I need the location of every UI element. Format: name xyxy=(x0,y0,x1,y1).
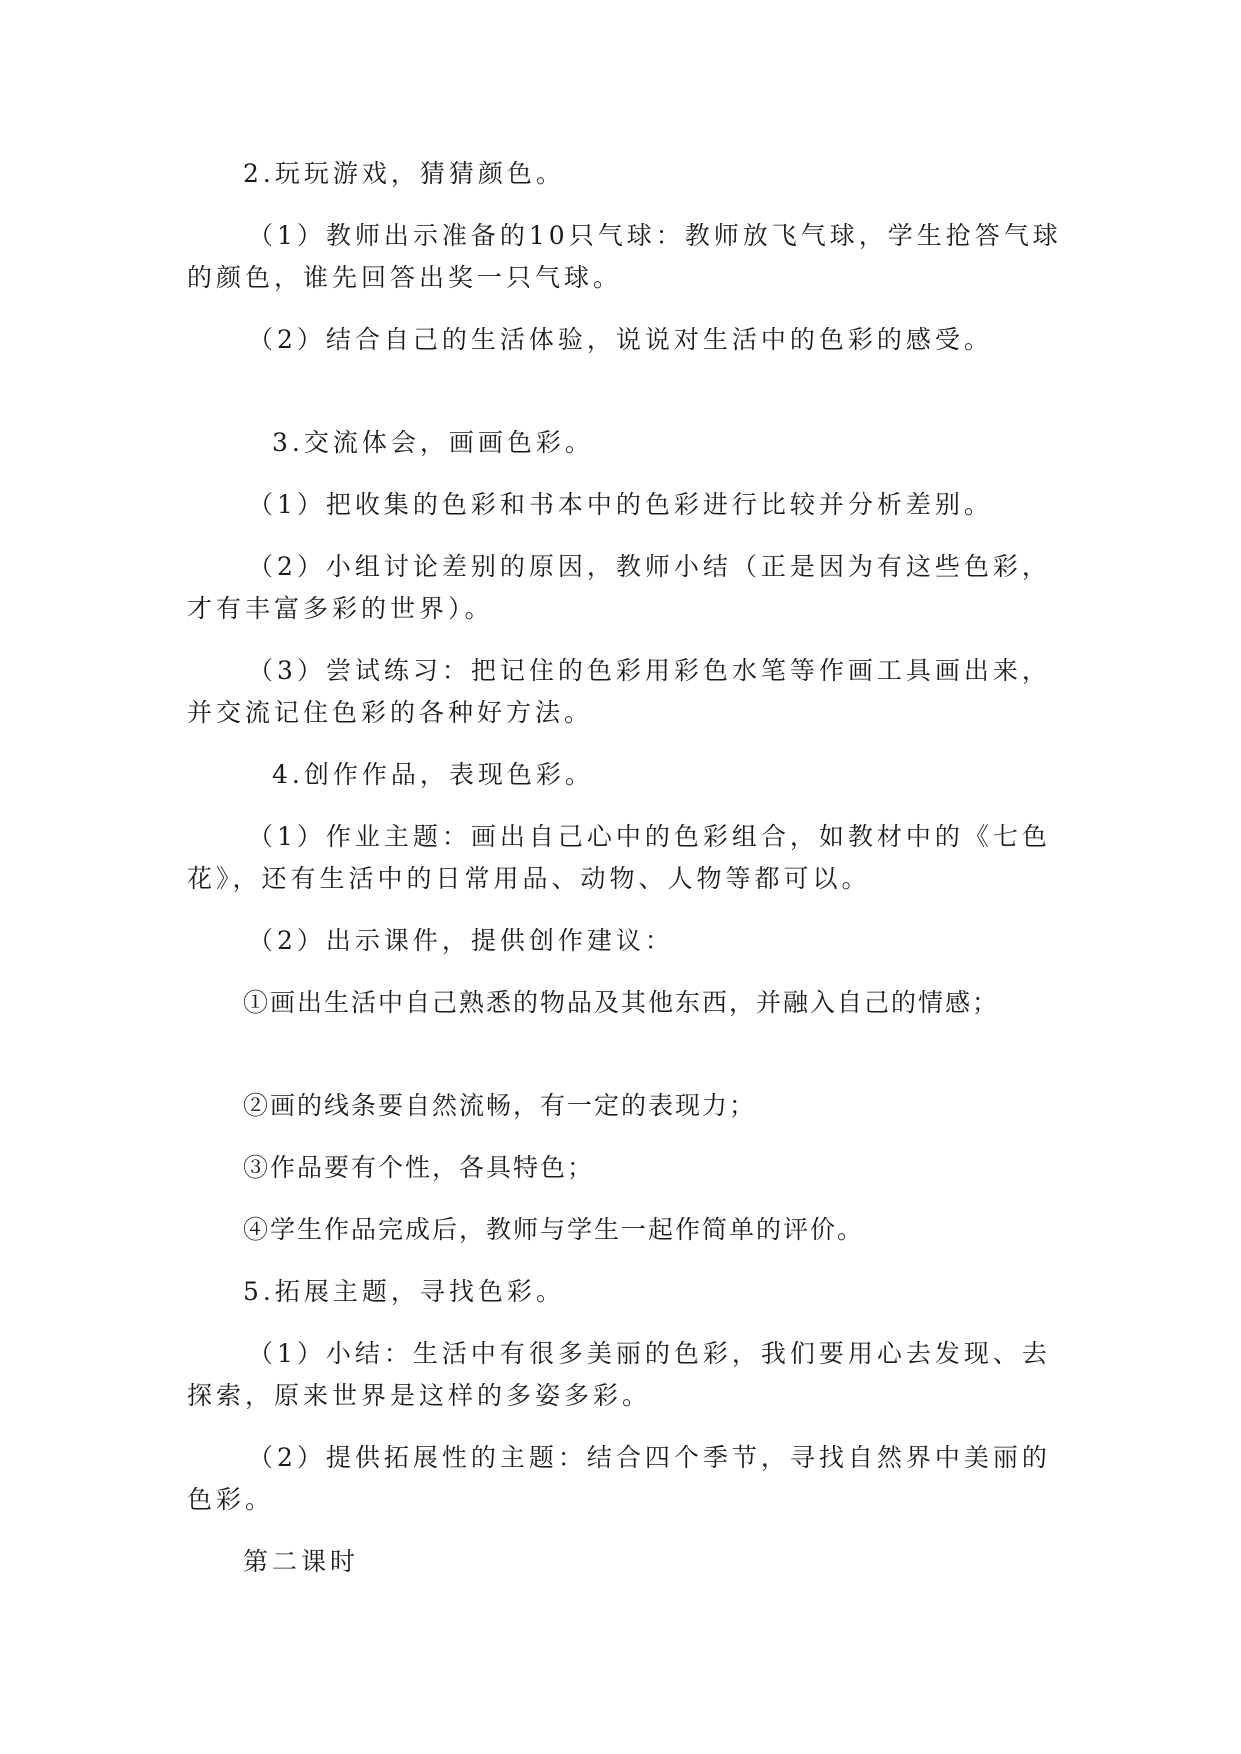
list-item: ④学生作品完成后，教师与学生一起作简单的评价。 xyxy=(243,1215,865,1244)
heading-4: 4.创作作品，表现色彩。 xyxy=(272,760,594,789)
paragraph-line: （1）把收集的色彩和书本中的色彩进行比较并分析差别。 xyxy=(248,490,993,519)
paragraph-line: 才有丰富多彩的世界）。 xyxy=(187,594,494,623)
list-item: ①画出生活中自己熟悉的物品及其他东西，并融入自己的情感； xyxy=(243,988,1000,1017)
list-item: ③作品要有个性，各具特色； xyxy=(243,1153,595,1182)
paragraph-line: （1）教师出示准备的10只气球：教师放飞气球，学生抢答气球 xyxy=(248,221,1062,250)
paragraph-line: （2）小组讨论差别的原因，教师小结（正是因为有这些色彩， xyxy=(248,552,1051,581)
paragraph-line: 色彩。 xyxy=(187,1485,275,1514)
paragraph-line: （2）结合自己的生活体验，说说对生活中的色彩的感受。 xyxy=(248,325,993,354)
list-item: ②画的线条要自然流畅，有一定的表现力； xyxy=(243,1091,757,1120)
paragraph-line: （2）提供拓展性的主题：结合四个季节，寻找自然界中美丽的 xyxy=(248,1443,1051,1472)
heading-5: 5.拓展主题，寻找色彩。 xyxy=(243,1277,565,1306)
heading-2: 2.玩玩游戏，猜猜颜色。 xyxy=(243,159,565,188)
paragraph-line: （3）尝试练习：把记住的色彩用彩色水笔等作画工具画出来， xyxy=(248,656,1051,685)
heading-3: 3.交流体会，画画色彩。 xyxy=(272,428,594,457)
paragraph-line: 并交流记住色彩的各种好方法。 xyxy=(187,698,594,727)
paragraph-line: （1）小结：生活中有很多美丽的色彩，我们要用心去发现、去 xyxy=(248,1339,1051,1368)
paragraph-line: （1）作业主题：画出自己心中的色彩组合，如教材中的《七色 xyxy=(248,822,1051,851)
section-title: 第二课时 xyxy=(243,1547,360,1576)
paragraph-line: 花》，还有生活中的日常用品、动物、人物等都可以。 xyxy=(187,864,871,893)
paragraph-line: （2）出示课件，提供创作建议： xyxy=(248,926,674,955)
paragraph-line: 的颜色，谁先回答出奖一只气球。 xyxy=(187,263,623,292)
paragraph-line: 探索，原来世界是这样的多姿多彩。 xyxy=(187,1381,652,1410)
